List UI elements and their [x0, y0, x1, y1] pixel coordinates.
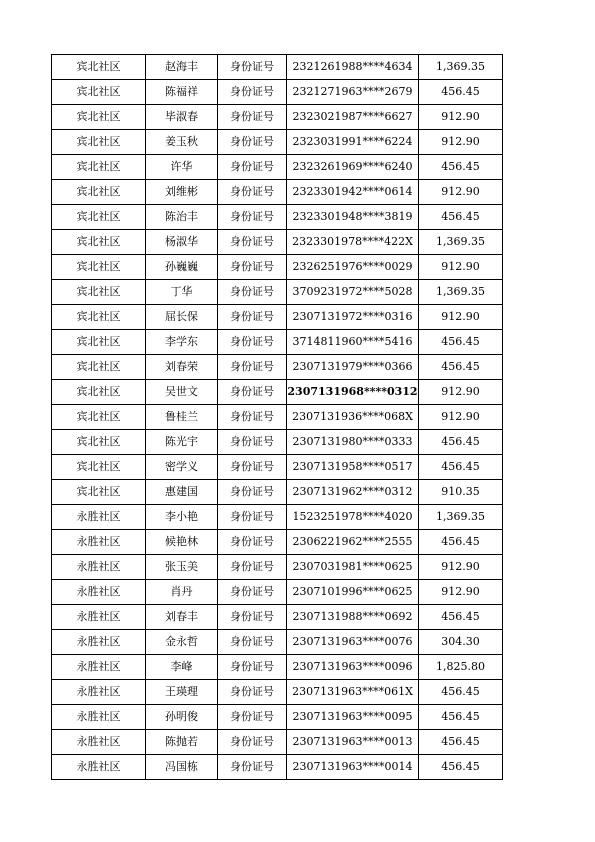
id-type-cell: 身份证号: [218, 430, 287, 455]
amount-cell: 912.90: [419, 405, 503, 430]
amount-cell: 456.45: [419, 155, 503, 180]
name-cell: 陈福祥: [146, 80, 218, 105]
table-row: [52, 480, 503, 505]
id-number-cell: 2307131963****0076: [287, 630, 419, 655]
name-cell: 陈抛若: [146, 730, 218, 755]
id-number-cell: 2307131963****061X: [287, 680, 419, 705]
name-cell: 密学义: [146, 455, 218, 480]
id-type-cell: 身份证号: [218, 380, 287, 405]
community-cell: 宾北社区: [52, 380, 146, 405]
community-cell: 宾北社区: [52, 155, 146, 180]
table-row: [52, 755, 503, 780]
name-cell: 杨淑华: [146, 230, 218, 255]
id-number-cell: 2321271963****2679: [287, 80, 419, 105]
amount-cell: 456.45: [419, 330, 503, 355]
table-row: [52, 555, 503, 580]
community-cell: 宾北社区: [52, 280, 146, 305]
amount-cell: 912.90: [419, 130, 503, 155]
amount-cell: 1,369.35: [419, 230, 503, 255]
amount-cell: 456.45: [419, 605, 503, 630]
name-cell: 孙巍巍: [146, 255, 218, 280]
table-row: [52, 230, 503, 255]
amount-cell: 912.90: [419, 105, 503, 130]
table-row: [52, 405, 503, 430]
amount-cell: 456.45: [419, 680, 503, 705]
community-cell: 宾北社区: [52, 330, 146, 355]
table-row: [52, 355, 503, 380]
id-number-cell: 2323261969****6240: [287, 155, 419, 180]
id-type-cell: 身份证号: [218, 730, 287, 755]
name-cell: 冯国栋: [146, 755, 218, 780]
community-cell: 宾北社区: [52, 230, 146, 255]
community-cell: 永胜社区: [52, 730, 146, 755]
table-row: [52, 430, 503, 455]
id-type-cell: 身份证号: [218, 80, 287, 105]
id-number-cell: 2323031991****6224: [287, 130, 419, 155]
amount-cell: 1,369.35: [419, 55, 503, 80]
name-cell: 姜玉秋: [146, 130, 218, 155]
community-cell: 永胜社区: [52, 655, 146, 680]
document-page: [51, 54, 503, 780]
table-row: [52, 380, 503, 405]
id-type-cell: 身份证号: [218, 505, 287, 530]
community-cell: 宾北社区: [52, 430, 146, 455]
name-cell: 李学东: [146, 330, 218, 355]
community-cell: 永胜社区: [52, 630, 146, 655]
amount-cell: 456.45: [419, 205, 503, 230]
table-row: [52, 205, 503, 230]
community-cell: 永胜社区: [52, 530, 146, 555]
amount-cell: 456.45: [419, 705, 503, 730]
name-cell: 鲁桂兰: [146, 405, 218, 430]
community-cell: 永胜社区: [52, 605, 146, 630]
table-row: [52, 505, 503, 530]
id-number-cell: 2307131963****0095: [287, 705, 419, 730]
name-cell: 惠建国: [146, 480, 218, 505]
id-type-cell: 身份证号: [218, 180, 287, 205]
id-type-cell: 身份证号: [218, 55, 287, 80]
table-row: [52, 580, 503, 605]
id-number-cell: 2307131963****0014: [287, 755, 419, 780]
id-type-cell: 身份证号: [218, 480, 287, 505]
id-type-cell: 身份证号: [218, 155, 287, 180]
id-number-cell: 2307031981****0625: [287, 555, 419, 580]
table-row: [52, 705, 503, 730]
table-row: [52, 630, 503, 655]
table-row: [52, 305, 503, 330]
id-number-cell: 2307131988****0692: [287, 605, 419, 630]
community-cell: 永胜社区: [52, 580, 146, 605]
id-number-cell: 1523251978****4020: [287, 505, 419, 530]
amount-cell: 1,369.35: [419, 505, 503, 530]
id-number-cell: 3714811960****5416: [287, 330, 419, 355]
table-row: [52, 730, 503, 755]
table-row: [52, 255, 503, 280]
name-cell: 陈治丰: [146, 205, 218, 230]
id-type-cell: 身份证号: [218, 530, 287, 555]
id-number-cell: 2323301978****422X: [287, 230, 419, 255]
id-type-cell: 身份证号: [218, 105, 287, 130]
id-number-cell: 2307131980****0333: [287, 430, 419, 455]
id-type-cell: 身份证号: [218, 280, 287, 305]
amount-cell: 456.45: [419, 530, 503, 555]
community-cell: 宾北社区: [52, 255, 146, 280]
id-number-cell: 2307131972****0316: [287, 305, 419, 330]
subsidy-table: [51, 54, 503, 780]
name-cell: 赵海丰: [146, 55, 218, 80]
community-cell: 永胜社区: [52, 755, 146, 780]
id-type-cell: 身份证号: [218, 355, 287, 380]
amount-cell: 912.90: [419, 580, 503, 605]
name-cell: 李小艳: [146, 505, 218, 530]
id-type-cell: 身份证号: [218, 255, 287, 280]
table-row: [52, 155, 503, 180]
id-number-cell: 2323021987****6627: [287, 105, 419, 130]
community-cell: 宾北社区: [52, 105, 146, 130]
amount-cell: 912.90: [419, 180, 503, 205]
amount-cell: 912.90: [419, 255, 503, 280]
amount-cell: 912.90: [419, 380, 503, 405]
community-cell: 宾北社区: [52, 205, 146, 230]
community-cell: 永胜社区: [52, 555, 146, 580]
amount-cell: 456.45: [419, 730, 503, 755]
id-type-cell: 身份证号: [218, 655, 287, 680]
id-number-cell: 2326251976****0029: [287, 255, 419, 280]
community-cell: 永胜社区: [52, 680, 146, 705]
community-cell: 宾北社区: [52, 180, 146, 205]
name-cell: 丁华: [146, 280, 218, 305]
table-row: [52, 280, 503, 305]
id-type-cell: 身份证号: [218, 330, 287, 355]
table-row: [52, 330, 503, 355]
id-number-cell: 2307131958****0517: [287, 455, 419, 480]
id-number-cell: 2307131962****0312: [287, 480, 419, 505]
id-type-cell: 身份证号: [218, 630, 287, 655]
name-cell: 吴世文: [146, 380, 218, 405]
table-body: [52, 55, 503, 780]
id-type-cell: 身份证号: [218, 205, 287, 230]
amount-cell: 910.35: [419, 480, 503, 505]
id-type-cell: 身份证号: [218, 130, 287, 155]
table-row: [52, 605, 503, 630]
name-cell: 刘维彬: [146, 180, 218, 205]
amount-cell: 456.45: [419, 455, 503, 480]
table-row: [52, 80, 503, 105]
id-number-cell: 2307101996****0625: [287, 580, 419, 605]
table-row: [52, 655, 503, 680]
table-row: [52, 130, 503, 155]
name-cell: 毕淑春: [146, 105, 218, 130]
name-cell: 王瑛理: [146, 680, 218, 705]
community-cell: 宾北社区: [52, 455, 146, 480]
name-cell: 孙明俊: [146, 705, 218, 730]
id-type-cell: 身份证号: [218, 705, 287, 730]
amount-cell: 912.90: [419, 305, 503, 330]
name-cell: 候艳林: [146, 530, 218, 555]
name-cell: 许华: [146, 155, 218, 180]
community-cell: 永胜社区: [52, 505, 146, 530]
amount-cell: 456.45: [419, 80, 503, 105]
amount-cell: 456.45: [419, 355, 503, 380]
name-cell: 刘春丰: [146, 605, 218, 630]
id-type-cell: 身份证号: [218, 405, 287, 430]
name-cell: 金永哲: [146, 630, 218, 655]
id-type-cell: 身份证号: [218, 580, 287, 605]
name-cell: 刘春荣: [146, 355, 218, 380]
community-cell: 宾北社区: [52, 55, 146, 80]
id-type-cell: 身份证号: [218, 605, 287, 630]
community-cell: 宾北社区: [52, 355, 146, 380]
amount-cell: 456.45: [419, 430, 503, 455]
table-row: [52, 55, 503, 80]
id-type-cell: 身份证号: [218, 305, 287, 330]
amount-cell: 1,825.80: [419, 655, 503, 680]
id-number-cell: 3709231972****5028: [287, 280, 419, 305]
table-row: [52, 180, 503, 205]
table-row: [52, 530, 503, 555]
community-cell: 宾北社区: [52, 130, 146, 155]
name-cell: 李峰: [146, 655, 218, 680]
id-type-cell: 身份证号: [218, 755, 287, 780]
id-type-cell: 身份证号: [218, 680, 287, 705]
name-cell: 屈长保: [146, 305, 218, 330]
id-number-cell: 2307131963****0013: [287, 730, 419, 755]
table-row: [52, 455, 503, 480]
community-cell: 宾北社区: [52, 80, 146, 105]
community-cell: 宾北社区: [52, 305, 146, 330]
amount-cell: 912.90: [419, 555, 503, 580]
id-type-cell: 身份证号: [218, 455, 287, 480]
name-cell: 陈光宇: [146, 430, 218, 455]
id-number-cell: 2307131968****0312: [287, 380, 419, 405]
amount-cell: 456.45: [419, 755, 503, 780]
name-cell: 肖丹: [146, 580, 218, 605]
amount-cell: 1,369.35: [419, 280, 503, 305]
amount-cell: 304.30: [419, 630, 503, 655]
community-cell: 宾北社区: [52, 405, 146, 430]
id-number-cell: 2321261988****4634: [287, 55, 419, 80]
id-number-cell: 2307131963****0096: [287, 655, 419, 680]
name-cell: 张玉美: [146, 555, 218, 580]
id-number-cell: 2307131936****068X: [287, 405, 419, 430]
community-cell: 永胜社区: [52, 705, 146, 730]
id-number-cell: 2323301948****3819: [287, 205, 419, 230]
id-number-cell: 2307131979****0366: [287, 355, 419, 380]
id-type-cell: 身份证号: [218, 230, 287, 255]
id-number-cell: 2306221962****2555: [287, 530, 419, 555]
id-number-cell: 2323301942****0614: [287, 180, 419, 205]
table-row: [52, 680, 503, 705]
id-type-cell: 身份证号: [218, 555, 287, 580]
community-cell: 宾北社区: [52, 480, 146, 505]
table-row: [52, 105, 503, 130]
